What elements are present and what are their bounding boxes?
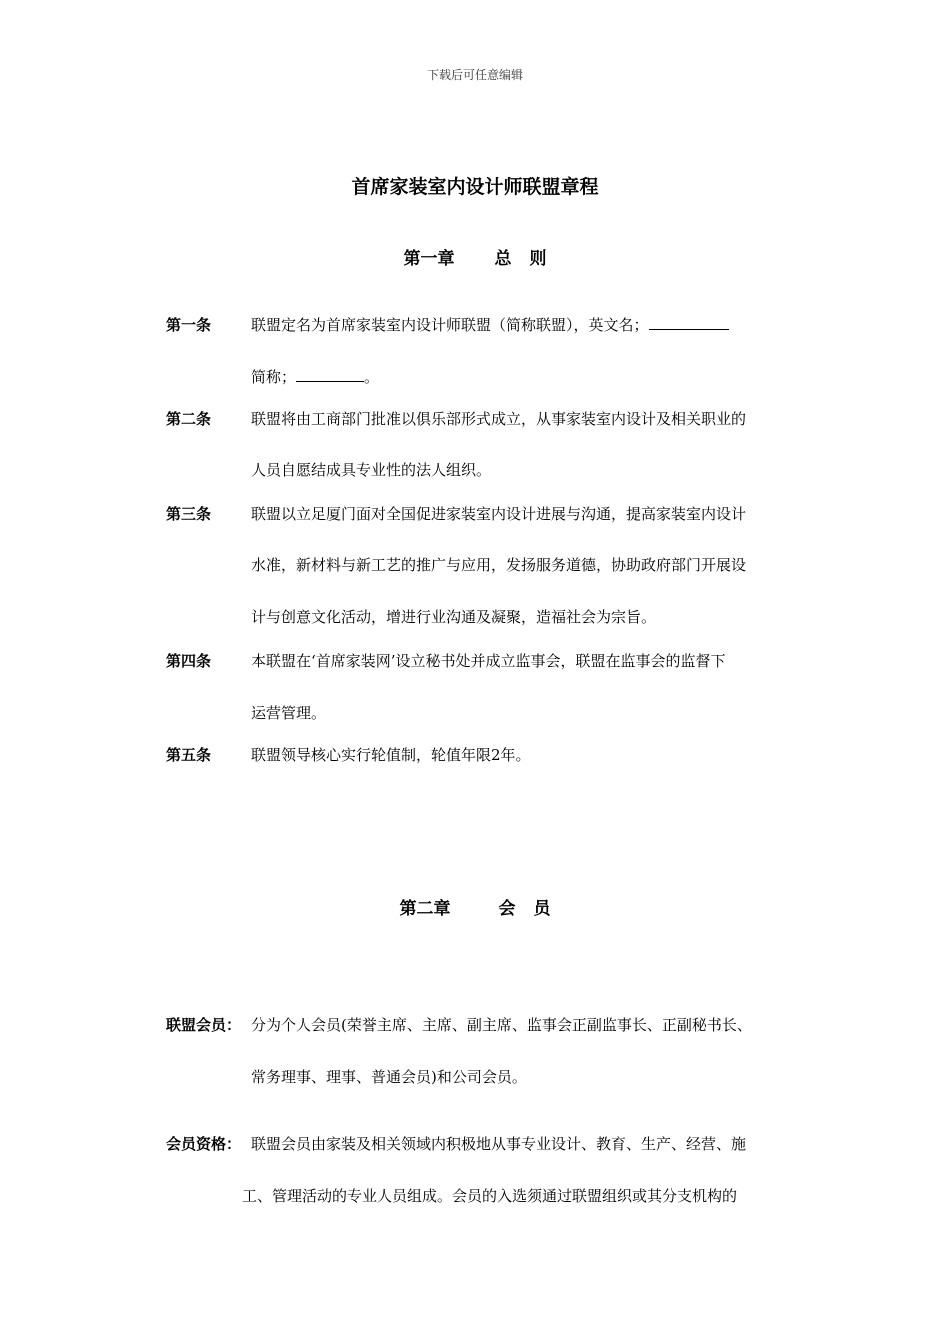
article-text-line: [251, 314, 729, 335]
section-text-line: 分为个人会员(荣誉主席、主席、副主席、监事会正副监事长、正副秘书长、: [251, 1016, 752, 1034]
article-text-line: 水准，新材料与新工艺的推广与应用，发扬服务道德，协助政府部门开展设: [251, 556, 747, 574]
fill-in-blank: [296, 367, 364, 382]
chapter-name-part: 则: [529, 249, 547, 269]
article-label: 第三条: [166, 505, 212, 523]
article-text-line: 人员自愿结成具专业性的法人组织。: [251, 461, 492, 479]
article-text: 简称；: [251, 368, 297, 386]
article-text: 联盟定名为首席家装室内设计师联盟（简称联盟），英文名；: [251, 316, 649, 334]
article-text-line: 联盟将由工商部门批准以俱乐部形式成立，从事家装室内设计及相关职业的: [251, 410, 747, 428]
section-label: 联盟会员：: [166, 1016, 242, 1034]
chapter-heading-1: [0, 244, 950, 269]
chapter-heading-2: [0, 894, 950, 919]
article-label: 第四条: [166, 652, 212, 670]
article-text-line: 计与创意文化活动，增进行业沟通及凝聚，造福社会为宗旨。: [251, 608, 657, 626]
article-text: 。: [364, 368, 380, 386]
article-label: 第二条: [166, 410, 212, 428]
section-text-line: 常务理事、理事、普通会员)和公司会员。: [251, 1068, 527, 1086]
chapter-number: 第二章: [399, 899, 451, 919]
chapter-name-part: 员: [533, 899, 551, 919]
page-header-note: 下载后可任意编辑: [426, 68, 523, 82]
section-text-line: 工、管理活动的专业人员组成。会员的入选须通过联盟组织或其分支机构的: [242, 1187, 738, 1205]
article-text-line: 本联盟在‘首席家装网’设立秘书处并成立监事会，联盟在监事会的监督下: [251, 652, 726, 670]
article-text-line: 运营管理。: [251, 704, 327, 722]
section-text-line: 联盟会员由家装及相关领域内积极地从事专业设计、教育、生产、经营、施: [251, 1135, 747, 1153]
article-label: 第五条: [166, 746, 212, 764]
chapter-number: 第一章: [403, 249, 455, 269]
chapter-name-part: 总: [494, 249, 512, 269]
article-label: 第一条: [166, 316, 212, 334]
article-text-line: [251, 366, 379, 387]
document-title: 首席家装室内设计师联盟章程: [351, 176, 599, 198]
article-text-line: 联盟领导核心实行轮值制，轮值年限2年。: [251, 746, 531, 764]
fill-in-blank: [649, 315, 729, 330]
section-label: 会员资格：: [166, 1135, 242, 1153]
article-text-line: 联盟以立足厦门面对全国促进家装室内设计进展与沟通，提高家装室内设计: [251, 505, 747, 523]
chapter-name-part: 会: [498, 899, 516, 919]
